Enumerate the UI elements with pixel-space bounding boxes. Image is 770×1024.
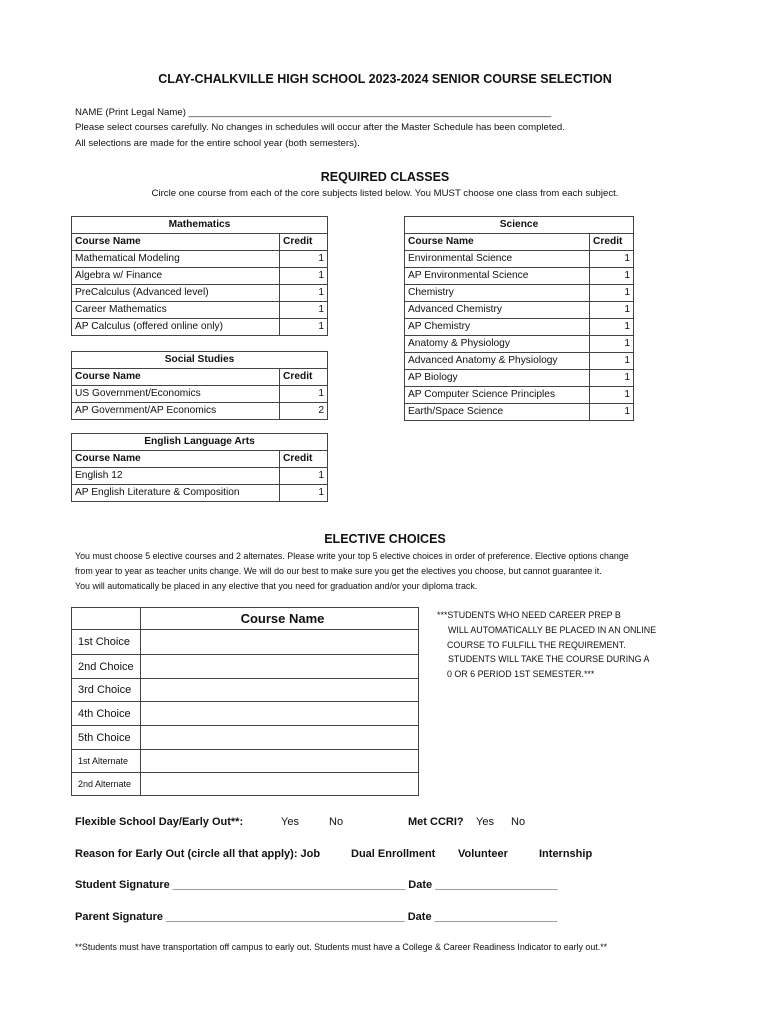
course-credit: 1: [280, 485, 328, 502]
course-name[interactable]: AP Biology: [405, 370, 590, 387]
course-name[interactable]: AP Government/AP Economics: [72, 403, 280, 420]
course-name[interactable]: Anatomy & Physiology: [405, 336, 590, 353]
course-name[interactable]: Advanced Anatomy & Physiology: [405, 353, 590, 370]
column-header-course: Course Name: [72, 369, 280, 386]
table-row[interactable]: [72, 403, 328, 420]
alternate-label: 2nd Alternate: [72, 773, 141, 796]
table-row[interactable]: [72, 302, 328, 319]
student-signature-line[interactable]: Student Signature ______________________________________ Date ____________________: [75, 879, 558, 891]
math-table: [71, 216, 328, 336]
column-header-course: Course Name: [405, 234, 590, 251]
elective-instructions-3: You will automatically be placed in any elective that you need for graduation and/or your diploma track.: [75, 581, 478, 591]
transportation-footnote: **Students must have transportation off campus to early out. Students must have a College & Career Readiness Indicator to early out.**: [75, 942, 608, 952]
instruction-text: Please select courses carefully. No changes in schedules will occur after the Master Schedule has been completed.: [75, 122, 565, 133]
table-title: Science: [405, 217, 634, 234]
name-line[interactable]: NAME (Print Legal Name) ____________________________________________________________________: [75, 107, 552, 118]
form-title: CLAY-CHALKVILLE HIGH SCHOOL 2023-2024 SENIOR COURSE SELECTION: [158, 72, 612, 86]
table-row[interactable]: [72, 319, 328, 336]
course-credit: 1: [280, 285, 328, 302]
choice-input-4[interactable]: [141, 702, 419, 726]
reason-internship[interactable]: Internship: [539, 848, 593, 860]
course-name[interactable]: Earth/Space Science: [405, 404, 590, 421]
course-name[interactable]: Advanced Chemistry: [405, 302, 590, 319]
choice-label: 5th Choice: [72, 726, 141, 750]
table-row[interactable]: [72, 468, 328, 485]
column-header-credit: Credit: [280, 234, 328, 251]
elective-choice-table: [71, 607, 419, 796]
column-header-credit: Credit: [280, 451, 328, 468]
table-row[interactable]: [72, 268, 328, 285]
choice-input-2[interactable]: [141, 655, 419, 679]
course-name[interactable]: PreCalculus (Advanced level): [72, 285, 280, 302]
choice-input-1[interactable]: [141, 630, 419, 655]
course-name[interactable]: English 12: [72, 468, 280, 485]
course-name[interactable]: Chemistry: [405, 285, 590, 302]
ela-table: [71, 433, 328, 502]
course-name[interactable]: Environmental Science: [405, 251, 590, 268]
table-row[interactable]: [405, 387, 634, 404]
alternate-row: [72, 773, 419, 796]
required-classes-instructions: Circle one course from each of the core subjects listed below. You MUST choose one class from each subject.: [151, 188, 619, 199]
course-credit: 1: [280, 468, 328, 485]
choice-row: [72, 630, 419, 655]
column-header-course: Course Name: [72, 234, 280, 251]
social-studies-table: [71, 351, 328, 420]
column-header-course: Course Name: [72, 451, 280, 468]
course-credit: 1: [590, 319, 634, 336]
table-row[interactable]: [405, 285, 634, 302]
course-credit: 1: [590, 370, 634, 387]
course-credit: 1: [590, 353, 634, 370]
course-name[interactable]: AP English Literature & Composition: [72, 485, 280, 502]
flexible-no-option[interactable]: No: [329, 816, 344, 828]
alternate-input-2[interactable]: [141, 773, 419, 796]
blank-header-cell: [72, 608, 141, 630]
column-header-credit: Credit: [590, 234, 634, 251]
table-row[interactable]: [72, 251, 328, 268]
early-out-reason-job[interactable]: Reason for Early Out (circle all that apply): Job: [75, 848, 321, 860]
column-header-credit: Credit: [280, 369, 328, 386]
table-title: Mathematics: [72, 217, 328, 234]
required-classes-heading: REQUIRED CLASSES: [320, 170, 450, 184]
elective-instructions-2: from year to year as teacher units change. We will do our best to make sure you get the electives you choose, but cannot guarantee it.: [75, 566, 602, 576]
choice-label: 1st Choice: [72, 630, 141, 655]
choice-input-3[interactable]: [141, 679, 419, 702]
alternate-input-1[interactable]: [141, 750, 419, 773]
course-credit: 1: [590, 404, 634, 421]
course-name[interactable]: AP Chemistry: [405, 319, 590, 336]
course-credit: 1: [280, 268, 328, 285]
choice-label: 4th Choice: [72, 702, 141, 726]
science-table: [404, 216, 634, 421]
table-row[interactable]: [405, 336, 634, 353]
elective-instructions: You must choose 5 elective courses and 2 alternates. Please write your top 5 elective choices in order of preference. Elective options change: [75, 551, 629, 561]
table-row[interactable]: [72, 386, 328, 403]
choice-input-5[interactable]: [141, 726, 419, 750]
course-credit: 1: [590, 268, 634, 285]
course-name[interactable]: Career Mathematics: [72, 302, 280, 319]
parent-signature-line[interactable]: Parent Signature _______________________________________ Date ____________________: [75, 911, 557, 923]
course-credit: 1: [280, 319, 328, 336]
table-row[interactable]: [405, 302, 634, 319]
table-title: English Language Arts: [72, 434, 328, 451]
course-credit: 1: [590, 302, 634, 319]
course-name-header: Course Name: [141, 608, 419, 630]
instruction-text-2: All selections are made for the entire school year (both semesters).: [75, 138, 360, 149]
alternate-row: [72, 750, 419, 773]
table-row[interactable]: [405, 268, 634, 285]
course-credit: 1: [280, 302, 328, 319]
course-name[interactable]: AP Computer Science Principles: [405, 387, 590, 404]
choice-row: [72, 679, 419, 702]
career-prep-note-line: 0 OR 6 PERIOD 1ST SEMESTER.***: [447, 669, 595, 679]
career-prep-note-line: STUDENTS WILL TAKE THE COURSE DURING A: [448, 654, 650, 664]
table-row[interactable]: [72, 485, 328, 502]
table-row[interactable]: [72, 285, 328, 302]
choice-row: [72, 702, 419, 726]
choice-label: 2nd Choice: [72, 655, 141, 679]
course-name[interactable]: US Government/Economics: [72, 386, 280, 403]
choice-row: [72, 655, 419, 679]
elective-choices-heading: ELECTIVE CHOICES: [324, 532, 446, 546]
career-prep-note-line: COURSE TO FULFILL THE REQUIREMENT.: [447, 640, 626, 650]
alternate-label: 1st Alternate: [72, 750, 141, 773]
table-row[interactable]: [405, 353, 634, 370]
table-row[interactable]: [405, 319, 634, 336]
table-row[interactable]: [405, 404, 634, 421]
course-name[interactable]: AP Calculus (offered online only): [72, 319, 280, 336]
career-prep-note-line: WILL AUTOMATICALLY BE PLACED IN AN ONLINE: [448, 625, 657, 635]
course-credit: 1: [590, 387, 634, 404]
course-credit: 1: [590, 251, 634, 268]
table-row[interactable]: [405, 251, 634, 268]
ccri-yes-option[interactable]: Yes: [476, 816, 494, 828]
flexible-day-label: Flexible School Day/Early Out**:: [75, 816, 244, 828]
reason-volunteer[interactable]: Volunteer: [458, 848, 508, 860]
table-title: Social Studies: [72, 352, 328, 369]
ccri-label: Met CCRI?: [408, 816, 464, 828]
course-name[interactable]: AP Environmental Science: [405, 268, 590, 285]
career-prep-note: ***STUDENTS WHO NEED CAREER PREP B: [437, 610, 621, 620]
course-name[interactable]: Mathematical Modeling: [72, 251, 280, 268]
course-credit: 2: [280, 403, 328, 420]
course-credit: 1: [280, 251, 328, 268]
course-credit: 1: [280, 386, 328, 403]
choice-label: 3rd Choice: [72, 679, 141, 702]
flexible-yes-option[interactable]: Yes: [281, 816, 299, 828]
ccri-no-option[interactable]: No: [511, 816, 526, 828]
course-credit: 1: [590, 285, 634, 302]
reason-dual-enrollment[interactable]: Dual Enrollment: [351, 848, 436, 860]
course-credit: 1: [590, 336, 634, 353]
table-row[interactable]: [405, 370, 634, 387]
course-name[interactable]: Algebra w/ Finance: [72, 268, 280, 285]
choice-row: [72, 726, 419, 750]
